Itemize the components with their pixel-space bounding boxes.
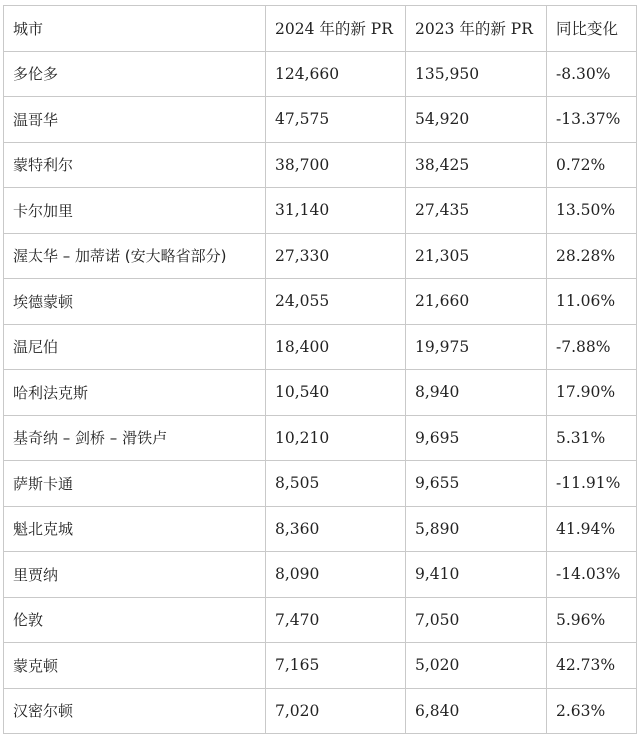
cell-2024: 27,330 xyxy=(266,233,406,279)
cell-2023: 9,695 xyxy=(406,415,547,461)
cell-city: 基奇纳 – 剑桥 – 滑铁卢 xyxy=(4,415,266,461)
cell-2023: 5,890 xyxy=(406,506,547,552)
cell-2023: 19,975 xyxy=(406,324,547,370)
header-2023-new-pr: 2023 年的新 PR xyxy=(406,6,547,52)
table-row xyxy=(4,233,637,279)
cell-city: 温哥华 xyxy=(4,97,266,143)
cell-2024: 7,165 xyxy=(266,643,406,689)
cell-2024: 47,575 xyxy=(266,97,406,143)
header-city: 城市 xyxy=(4,6,266,52)
table-row xyxy=(4,597,637,643)
table-row xyxy=(4,552,637,598)
table-row xyxy=(4,506,637,552)
cell-change: 5.96% xyxy=(547,597,637,643)
cell-2023: 9,655 xyxy=(406,461,547,507)
cell-2023: 27,435 xyxy=(406,188,547,234)
cell-city: 蒙克顿 xyxy=(4,643,266,689)
cell-city: 蒙特利尔 xyxy=(4,142,266,188)
cell-2023: 38,425 xyxy=(406,142,547,188)
table-row xyxy=(4,324,637,370)
table-row xyxy=(4,643,637,689)
cell-2024: 10,210 xyxy=(266,415,406,461)
cell-change: 0.72% xyxy=(547,142,637,188)
cell-city: 汉密尔顿 xyxy=(4,688,266,734)
cell-city: 魁北克城 xyxy=(4,506,266,552)
cell-2023: 135,950 xyxy=(406,51,547,97)
cell-2024: 18,400 xyxy=(266,324,406,370)
cell-change: 17.90% xyxy=(547,370,637,416)
table-row xyxy=(4,97,637,143)
cell-2024: 10,540 xyxy=(266,370,406,416)
cell-city: 渥太华 – 加蒂诺 (安大略省部分) xyxy=(4,233,266,279)
cell-2023: 5,020 xyxy=(406,643,547,689)
cell-2023: 21,305 xyxy=(406,233,547,279)
cell-2023: 6,840 xyxy=(406,688,547,734)
cell-city: 萨斯卡通 xyxy=(4,461,266,507)
cell-2024: 8,505 xyxy=(266,461,406,507)
table-row xyxy=(4,142,637,188)
pr-table-container xyxy=(3,5,636,734)
cell-city: 多伦多 xyxy=(4,51,266,97)
cell-2024: 124,660 xyxy=(266,51,406,97)
cell-city: 里贾纳 xyxy=(4,552,266,598)
table-row xyxy=(4,370,637,416)
cell-2023: 21,660 xyxy=(406,279,547,325)
header-2024-new-pr: 2024 年的新 PR xyxy=(266,6,406,52)
cell-change: -7.88% xyxy=(547,324,637,370)
table-row xyxy=(4,188,637,234)
cell-2024: 31,140 xyxy=(266,188,406,234)
cell-city: 哈利法克斯 xyxy=(4,370,266,416)
cell-city: 温尼伯 xyxy=(4,324,266,370)
table-row xyxy=(4,279,637,325)
cell-2024: 7,470 xyxy=(266,597,406,643)
header-yoy-change: 同比变化 xyxy=(547,6,637,52)
cell-change: 41.94% xyxy=(547,506,637,552)
cell-change: 11.06% xyxy=(547,279,637,325)
cell-2023: 54,920 xyxy=(406,97,547,143)
cell-change: 42.73% xyxy=(547,643,637,689)
table-row xyxy=(4,51,637,97)
cell-change: -8.30% xyxy=(547,51,637,97)
cell-2024: 7,020 xyxy=(266,688,406,734)
cell-2024: 24,055 xyxy=(266,279,406,325)
cell-2023: 9,410 xyxy=(406,552,547,598)
cell-city: 埃德蒙顿 xyxy=(4,279,266,325)
cell-2023: 8,940 xyxy=(406,370,547,416)
cell-city: 伦敦 xyxy=(4,597,266,643)
cell-city: 卡尔加里 xyxy=(4,188,266,234)
new-pr-by-city-table xyxy=(3,5,637,734)
cell-change: 2.63% xyxy=(547,688,637,734)
table-header-row xyxy=(4,6,637,52)
cell-2023: 7,050 xyxy=(406,597,547,643)
cell-change: -13.37% xyxy=(547,97,637,143)
cell-change: -11.91% xyxy=(547,461,637,507)
cell-2024: 8,090 xyxy=(266,552,406,598)
cell-2024: 38,700 xyxy=(266,142,406,188)
cell-change: 5.31% xyxy=(547,415,637,461)
cell-change: 13.50% xyxy=(547,188,637,234)
table-row xyxy=(4,415,637,461)
cell-2024: 8,360 xyxy=(266,506,406,552)
cell-change: 28.28% xyxy=(547,233,637,279)
table-row xyxy=(4,461,637,507)
table-row xyxy=(4,688,637,734)
cell-change: -14.03% xyxy=(547,552,637,598)
